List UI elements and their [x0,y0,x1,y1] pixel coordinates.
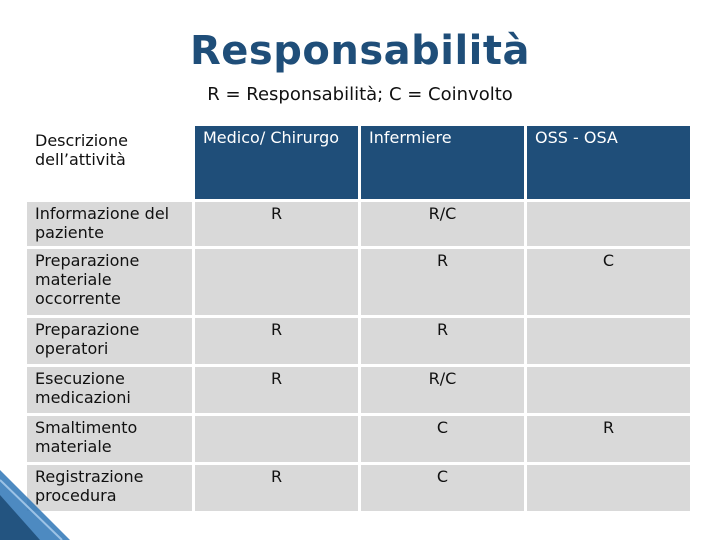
doctor-cell: R [194,464,360,513]
activity-cell: Registrazione procedura [26,464,194,513]
activity-cell: Esecuzione medicazioni [26,366,194,415]
responsibility-table [24,123,693,514]
nurse-cell: C [360,415,526,464]
table-row [26,317,692,366]
nurse-cell: C [360,464,526,513]
table-header-row [26,125,692,201]
oss-cell [526,366,692,415]
oss-cell: C [526,248,692,317]
doctor-cell: R [194,201,360,248]
nurse-cell: R [360,248,526,317]
column-header-oss: OSS - OSA [526,125,692,201]
doctor-cell: R [194,366,360,415]
nurse-cell: R [360,317,526,366]
doctor-cell: R [194,317,360,366]
oss-cell [526,464,692,513]
table-row [26,415,692,464]
column-header-nurse: Infermiere [360,125,526,201]
activity-cell: Preparazione operatori [26,317,194,366]
slide-title: Responsabilità [189,28,530,74]
column-header-activity: Descrizione dell’attività [26,125,194,201]
doctor-cell [194,248,360,317]
nurse-cell: R/C [360,366,526,415]
table-row [26,248,692,317]
activity-cell: Smaltimento materiale [26,415,194,464]
table-row [26,366,692,415]
activity-cell: Informazione del paziente [26,201,194,248]
slide-subtitle: R = Responsabilità; C = Coinvolto [207,84,513,105]
table-row [26,201,692,248]
table-row [26,464,692,513]
doctor-cell [194,415,360,464]
nurse-cell: R/C [360,201,526,248]
column-header-doctor: Medico/ Chirurgo [194,125,360,201]
oss-cell [526,317,692,366]
oss-cell [526,201,692,248]
oss-cell: R [526,415,692,464]
activity-cell: Preparazione materiale occorrente [26,248,194,317]
corner-decoration-icon [0,450,80,540]
